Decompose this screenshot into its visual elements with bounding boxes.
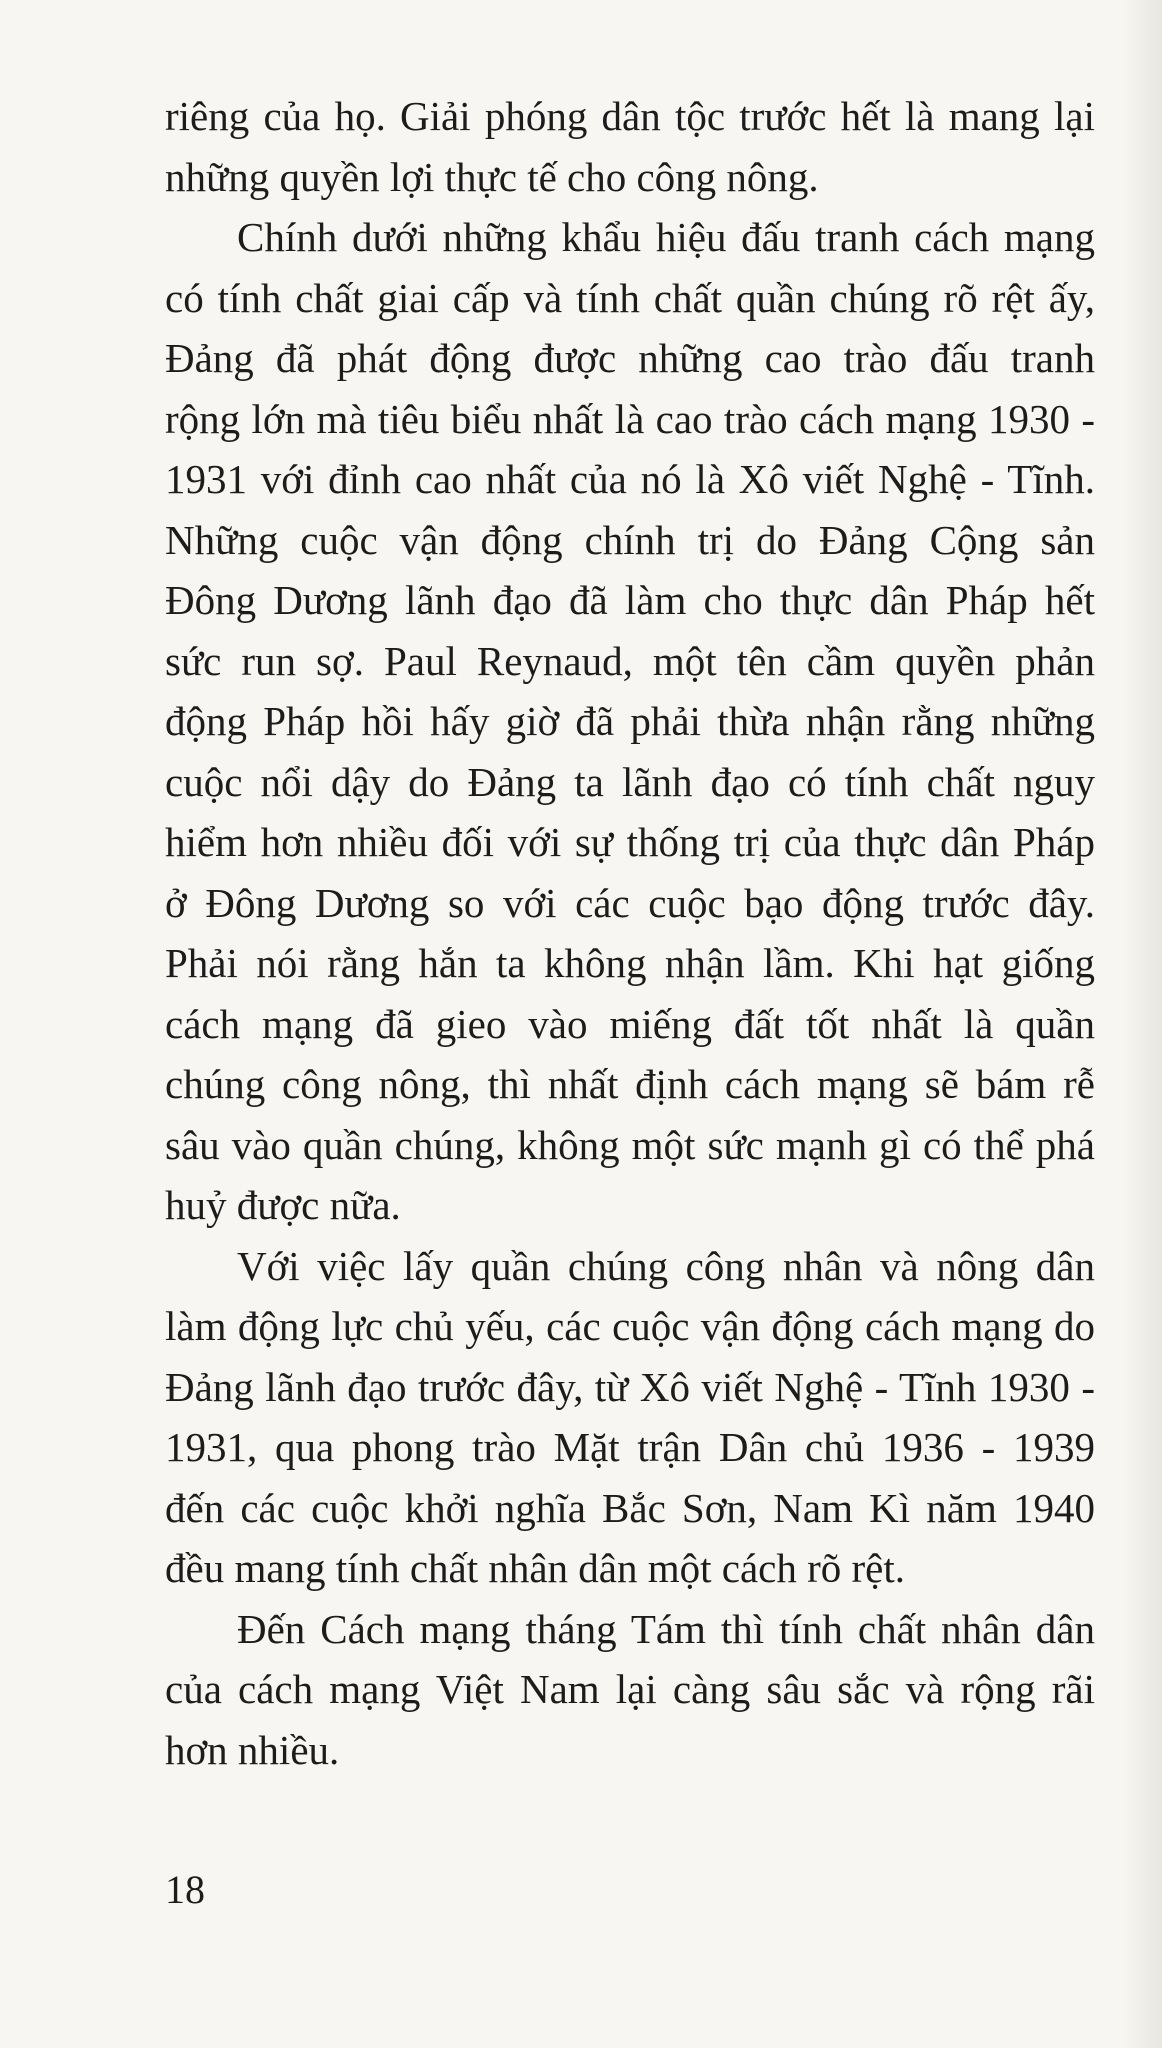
text-line: Những cuộc vận động chính trị do Đảng Cộng sản — [165, 516, 1095, 563]
text-line: của cách mạng Việt Nam lại càng sâu sắc và rộng rãi — [165, 1666, 1095, 1712]
text-line: Phải nói rằng hắn ta không nhận lầm. Khi hạt giống — [165, 940, 1095, 986]
paragraph-first-line: Với việc lấy quần chúng công nhân và nông dân — [237, 1242, 1095, 1289]
text-line: hiểm hơn nhiều đối với sự thống trị của thực dân Pháp — [165, 819, 1095, 865]
text-line: ở Đông Dương so với các cuộc bạo động trước đây. — [165, 879, 1095, 926]
text-line: riêng của họ. Giải phóng dân tộc trước hết là mang lại — [165, 93, 1095, 139]
text-line: 1931, qua phong trào Mặt trận Dân chủ 1936 - 1939 — [165, 1424, 1095, 1470]
text-line: những quyền lợi thực tế cho công nông. — [165, 153, 819, 200]
text-line: 1931 với đỉnh cao nhất của nó là Xô viết Nghệ - Tĩnh. — [165, 456, 1095, 502]
body-text — [165, 86, 1095, 1780]
text-line: có tính chất giai cấp và tính chất quần chúng rõ rệt ấy, — [165, 274, 1095, 321]
text-line: huỷ được nữa. — [165, 1182, 401, 1228]
text-line: Đảng đã phát động được những cao trào đấu tranh — [165, 335, 1095, 381]
text-line: sâu vào quần chúng, không một sức mạnh gì có thể phá — [165, 1121, 1095, 1168]
text-line: động Pháp hồi hấy giờ đã phải thừa nhận rằng những — [165, 698, 1095, 744]
text-line: Đông Dương lãnh đạo đã làm cho thực dân Pháp hết — [165, 577, 1095, 623]
text-line: cuộc nổi dậy do Đảng ta lãnh đạo có tính chất nguy — [165, 758, 1095, 805]
text-line: rộng lớn mà tiêu biểu nhất là cao trào cách mạng 1930 - — [165, 395, 1095, 442]
text-line: đều mang tính chất nhân dân một cách rõ rệt. — [165, 1545, 906, 1591]
text-line: cách mạng đã gieo vào miếng đất tốt nhất là quần — [165, 1000, 1095, 1047]
page-number: 18 — [165, 1867, 205, 1912]
text-line: hơn nhiều. — [165, 1726, 340, 1773]
text-line: làm động lực chủ yếu, các cuộc vận động cách mạng do — [165, 1303, 1095, 1349]
page-edge-shadow — [1122, 0, 1162, 2048]
text-line: đến các cuộc khởi nghĩa Bắc Sơn, Nam Kì năm 1940 — [165, 1484, 1095, 1531]
paragraph-first-line: Chính dưới những khẩu hiệu đấu tranh cách mạng — [237, 214, 1095, 260]
text-line: chúng công nông, thì nhất định cách mạng sẽ bám rễ — [165, 1061, 1095, 1107]
paragraph-first-line: Đến Cách mạng tháng Tám thì tính chất nhân dân — [237, 1605, 1095, 1652]
text-line: Đảng lãnh đạo trước đây, từ Xô viết Nghệ - Tĩnh 1930 - — [165, 1363, 1095, 1410]
text-line: sức run sợ. Paul Reynaud, một tên cầm quyền phản — [165, 637, 1095, 684]
